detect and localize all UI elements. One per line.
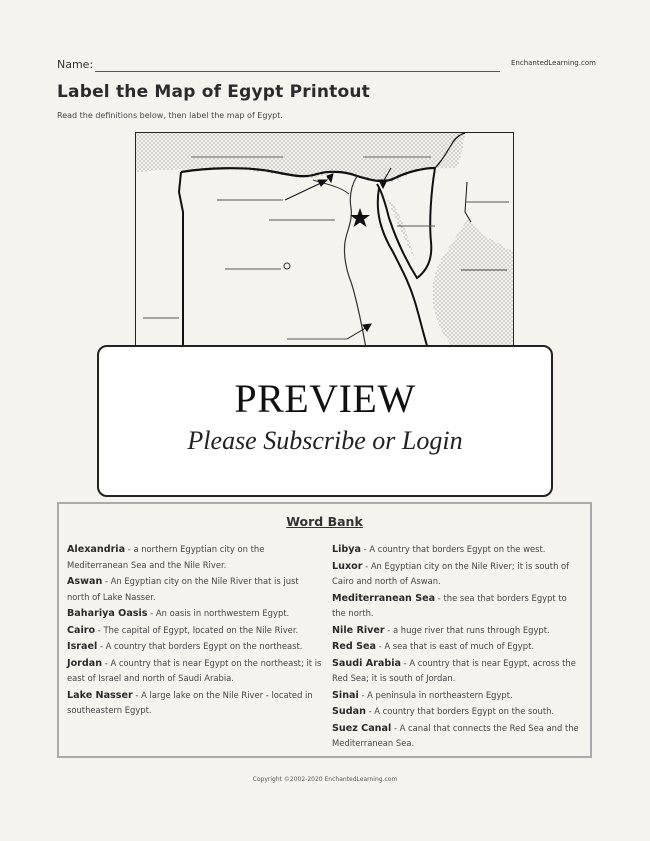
term: Mediterranean Sea	[332, 592, 436, 604]
term: Sudan	[332, 706, 366, 717]
term: Nile River	[332, 624, 385, 636]
definition: A large lake on the Nile River - located in southeastern Egypt.	[67, 689, 313, 715]
word-entry: Alexandria - a northern Egyptian city on the Mediterranean Sea and the Nile River.	[67, 544, 265, 570]
term: Suez Canal	[332, 722, 392, 734]
word-bank	[57, 502, 592, 758]
name-input-line[interactable]	[95, 71, 500, 72]
instructions: Read the definitions below, then label the map of Egypt.	[57, 111, 283, 120]
site-credit: EnchantedLearning.com	[511, 59, 596, 67]
definition: A country that is near Egypt on the northeast; it is east of Israel and north of Saudi Arabia.	[67, 657, 322, 683]
definition: a northern Egyptian city on the Mediterranean Sea and the Nile River.	[67, 544, 265, 570]
word-entry: Mediterranean Sea - the sea that borders Egypt to the north.	[332, 592, 567, 618]
word-entry: Cairo - The capital of Egypt, located on the Nile River.	[67, 624, 299, 636]
word-entry: Libya - A country that borders Egypt on the west.	[332, 544, 546, 555]
egypt-map	[135, 132, 514, 358]
definition: A peninsula in northeastern Egypt.	[367, 689, 513, 700]
definition: A country that borders Egypt on the west.	[369, 544, 546, 554]
copyright: Copyright ©2002-2020 EnchantedLearning.com	[252, 776, 398, 783]
word-entry: Israel - A country that borders Egypt on the northeast.	[67, 641, 303, 652]
definition: the sea that borders Egypt to the north.	[332, 592, 567, 618]
term: Luxor	[332, 560, 363, 572]
word-bank-title: Word Bank	[286, 514, 363, 529]
word-entry: Nile River - a huge river that runs through Egypt.	[332, 624, 550, 636]
word-entry: Sudan - A country that borders Egypt on the south.	[332, 706, 555, 717]
word-entry: Jordan - A country that is near Egypt on the northeast; it is east of Israel and north of Saudi Arabia.	[67, 657, 322, 683]
preview-overlay[interactable]	[97, 345, 553, 497]
term: Cairo	[67, 624, 96, 636]
term: Aswan	[67, 576, 103, 587]
word-entry: Suez Canal - A canal that connects the Red Sea and the Mediterranean Sea.	[332, 722, 579, 748]
preview-heading: PREVIEW	[234, 376, 416, 421]
term: Libya	[332, 544, 361, 555]
term: Israel	[67, 641, 98, 652]
term: Jordan	[67, 657, 103, 669]
definition: A country that is near Egypt, across the Red Sea; it is south of Jordan.	[332, 657, 576, 683]
definition: a huge river that runs through Egypt.	[392, 624, 550, 635]
word-entry: Saudi Arabia - A country that is near Egypt, across the Red Sea; it is south of Jordan.	[332, 657, 576, 683]
definition: An oasis in northwestern Egypt.	[155, 608, 290, 618]
term: Bahariya Oasis	[67, 608, 148, 619]
definition: A country that borders Egypt on the south.	[374, 706, 555, 716]
word-entry: Luxor - An Egyptian city on the Nile River; it is south of Cairo and north of Aswan.	[332, 560, 570, 586]
word-entry: Aswan - An Egyptian city on the Nile River that is just north of Lake Nasser.	[67, 576, 299, 602]
term: Lake Nasser	[67, 689, 133, 701]
definition: A sea that is east of much of Egypt.	[384, 641, 535, 651]
term: Alexandria	[67, 544, 126, 555]
word-entry: Red Sea - A sea that is east of much of Egypt.	[332, 641, 535, 652]
page-title: Label the Map of Egypt Printout	[57, 82, 370, 102]
word-entry: Bahariya Oasis - An oasis in northwestern Egypt.	[67, 608, 290, 619]
word-bank-right-column	[332, 542, 582, 753]
word-entry: Lake Nasser - A large lake on the Nile River - located in southeastern Egypt.	[67, 689, 313, 715]
definition: A canal that connects the Red Sea and the Mediterranean Sea.	[332, 722, 579, 748]
word-entry: Sinai - A peninsula in northeastern Egypt.	[332, 689, 513, 701]
term: Red Sea	[332, 641, 376, 652]
definition: An Egyptian city on the Nile River; it is south of Cairo and north of Aswan.	[332, 560, 570, 586]
definition: The capital of Egypt, located on the Nile River.	[103, 624, 299, 635]
term: Saudi Arabia	[332, 657, 401, 669]
definition: An Egyptian city on the Nile River that is just north of Lake Nasser.	[67, 576, 299, 602]
name-label: Name:	[57, 58, 94, 71]
word-bank-left-column	[67, 542, 323, 720]
definition: A country that borders Egypt on the northeast.	[105, 641, 303, 651]
term: Sinai	[332, 689, 359, 701]
preview-subtext: Please Subscribe or Login	[187, 426, 463, 455]
